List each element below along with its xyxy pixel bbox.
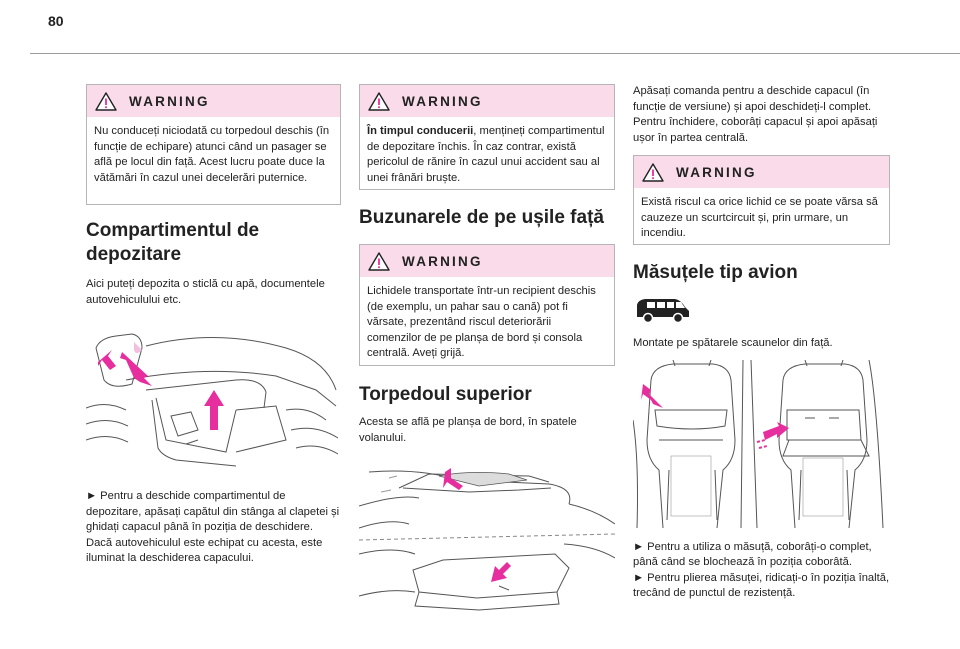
warning-text: Lichidele transportate într-un recipient deschis (de exemplu, un pahar sau o cană) pot fi vărsate, prezentând riscul deteriorării comenzilor de pe planșa de bord și consola centrală. Aveți grijă. (367, 285, 596, 359)
section-heading-door-pockets: Buzunarele de pe ușile față (359, 207, 604, 228)
warning-header (87, 85, 340, 117)
header-rule (30, 53, 960, 54)
warning-title: WARNING (402, 93, 483, 109)
warning-text: Există riscul ca orice lichid ce se poate vărsa să cauzeze un scurtcircuit și, prin urmare, un incendiu. (641, 196, 878, 239)
section-heading-tray-tables: Măsuțele tip avion (633, 262, 798, 283)
section-heading-storage: Compartimentul de depozitare (86, 220, 260, 265)
section-heading-upper-glovebox: Torpedoul superior (359, 384, 532, 405)
van-icon (633, 295, 691, 325)
warning-title: WARNING (676, 164, 757, 180)
column-2 (359, 84, 615, 631)
page-number: 80 (48, 13, 64, 29)
upper-glovebox-illustration (359, 458, 615, 626)
storage-intro: Aici puteți depozita o sticlă cu apă, documentele autovehiculului etc. (86, 278, 325, 306)
upper-glovebox-instruction: Apăsați comanda pentru a deschide capacul (în funcție de versiune) și apoi deschideți-l complet. Pentru închidere, coborâți capacul și apoi apăsați ușor în partea centrală. (633, 85, 878, 144)
warning-triangle-icon (368, 92, 390, 111)
warning-text (360, 117, 614, 195)
warning-triangle-icon (642, 163, 664, 182)
warning-text-rest: , mențineți compartimentul de depozitare închis. În caz contrar, există pericolul de rănire în cazul unui accident sau al unei frânări bruște. (367, 125, 605, 184)
warning-triangle-icon (368, 252, 390, 271)
warning-box-4 (633, 155, 890, 245)
tray-tables-instruction-2: ► Pentru plierea măsuței, ridicați-o în poziția înaltă, trecând de punctul de rezistență. (633, 571, 890, 599)
tray-tables-caption: Montate pe spătarele scaunelor din față. (633, 337, 833, 349)
warning-box-1 (86, 84, 341, 205)
upper-glovebox-text: Acesta se află pe planșa de bord, în spatele volanului. (359, 416, 577, 444)
tray-tables-instruction-1: ► Pentru a utiliza o măsuță, coborâți-o complet, până când se blochează în poziția coborâtă. (633, 540, 872, 568)
column-3 (633, 84, 890, 602)
warning-header (634, 156, 889, 188)
warning-triangle-icon (95, 92, 117, 111)
warning-title: WARNING (402, 253, 483, 269)
storage-instruction: ► Pentru a deschide compartimentul de depozitare, apăsați capătul din stânga al clapetei și ghidați capacul până în poziția de deschidere. Dacă autovehiculul este echipat cu acesta, este iluminat la deschiderea capacului. (86, 490, 340, 564)
warning-header (360, 245, 614, 277)
warning-header (360, 85, 614, 117)
glovebox-illustration (86, 320, 341, 472)
warning-text: Nu conduceți niciodată cu torpedoul deschis (în funcție de echipare) atunci când un pasager se află pe locul din față. Acest lucru poate duce la vătămări în cazul unei decelerări puternice. (94, 125, 330, 184)
warning-title: WARNING (129, 93, 210, 109)
warning-box-3 (359, 244, 615, 366)
warning-box-2 (359, 84, 615, 190)
warning-text-bold: În timpul conducerii (367, 125, 474, 137)
column-1 (86, 84, 341, 567)
tray-table-illustration (633, 360, 890, 528)
